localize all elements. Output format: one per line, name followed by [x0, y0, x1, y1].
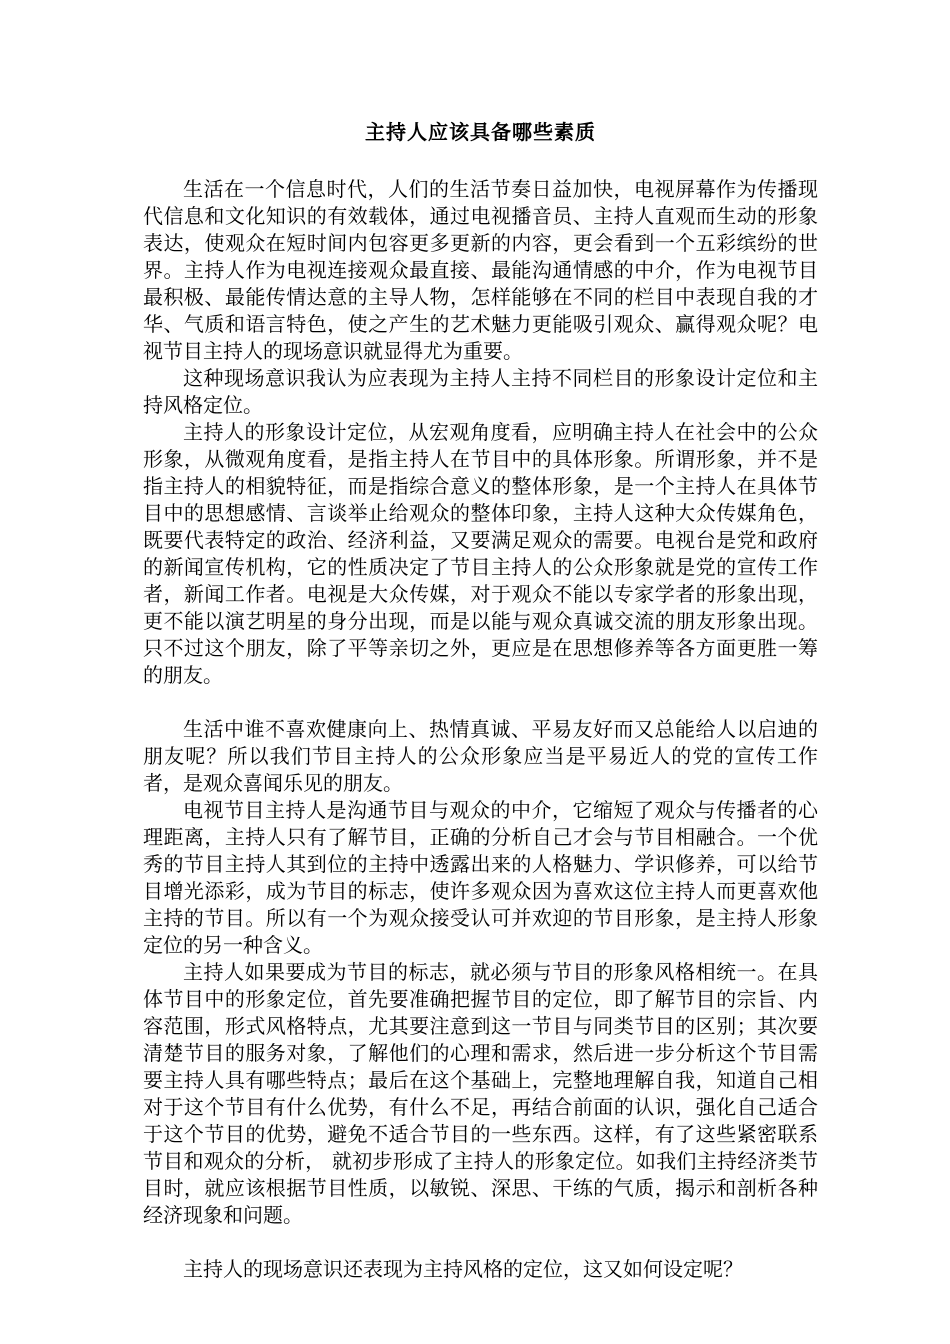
paragraph-3: 主持人的形象设计定位，从宏观角度看，应明确主持人在社会中的公众形象，从微观角度看，是指主持人在节目中的具体形象。所谓形象，并不是指主持人的相貌特征，而是指综合意义的整体形象，是一个主持人在具体节目中的思想感情、言谈举止给观众的整体印象，主持人这种大众传媒角色，既要代表特定的政治、经济利益，又要满足观众的需要。电视台是党和政府的新闻宣传机构，它的性质决定了节目主持人的公众形象就是党的宣传工作者，新闻工作者。电视是大众传媒，对于观众不能以专家学者的形象出现，更不能以演艺明星的身分出现，而是以能与观众真诚交流的朋友形象出现。只不过这个朋友，除了平等亲切之外，更应是在思想修养等各方面更胜一筹的朋友。 — [143, 420, 818, 687]
paragraph-6: 主持人如果要成为节目的标志，就必须与节目的形象风格相统一。在具体节目中的形象定位，首先要准确把握节目的定位，即了解节目的宗旨、内容范围，形式风格特点，尤其要注意到这一节目与同类节目的区别；其次要清楚节目的服务对象，了解他们的心理和需求，然后进一步分析这个节目需要主持人具有哪些特点；最后在这个基础上，完整地理解自我，知道自己相对于这个节目有什么优势，有什么不足，再结合前面的认识，强化自己适合于这个节目的优势，避免不适合节目的一些东西。这样，有了这些紧密联系节目和观众的分析， 就初步形成了主持人的形象定位。如我们主持经济类节目时，就应该根据节目性质，以敏锐、深思、干练的气质，揭示和剖析各种经济现象和问题。 — [143, 960, 818, 1227]
paragraph-5: 电视节目主持人是沟通节目与观众的中介，它缩短了观众与传播者的心理距离，主持人只有了解节目，正确的分析自己才会与节目相融合。一个优秀的节目主持人其到位的主持中透露出来的人格魅力、学识修养，可以给节目增光添彩，成为节目的标志，使许多观众因为喜欢这位主持人而更喜欢他主持的节目。所以有一个为观众接受认可并欢迎的节目形象，是主持人形象定位的另一种含义。 — [143, 798, 818, 957]
paragraph-gap — [143, 1229, 818, 1256]
document-page — [143, 118, 818, 1283]
paragraph-7: 主持人的现场意识还表现为主持风格的定位，这又如何设定呢？ — [183, 1257, 743, 1281]
paragraph-gap — [143, 689, 818, 716]
document-title: 主持人应该具备哪些素质 — [365, 120, 596, 144]
paragraph-4: 生活中谁不喜欢健康向上、热情真诚、平易友好而又总能给人以启迪的朋友呢？所以我们节目主持人的公众形象应当是平易近人的党的宣传工作者，是观众喜闻乐见的朋友。 — [143, 717, 818, 795]
paragraph-1: 生活在一个信息时代，人们的生活节奏日益加快，电视屏幕作为传播现代信息和文化知识的有效载体，通过电视播音员、主持人直观而生动的形象表达，使观众在短时间内包容更多更新的内容，更会看到一个五彩缤纷的世界。主持人作为电视连接观众最直接、最能沟通情感的中介，作为电视节目最积极、最能传情达意的主导人物，怎样能够在不同的栏目中表现自我的才华、气质和语言特色，使之产生的艺术魅力更能吸引观众、赢得观众呢？电视节目主持人的现场意识就显得尤为重要。 — [143, 177, 818, 363]
paragraph-2: 这种现场意识我认为应表现为主持人主持不同栏目的形象设计定位和主持风格定位。 — [143, 366, 818, 417]
